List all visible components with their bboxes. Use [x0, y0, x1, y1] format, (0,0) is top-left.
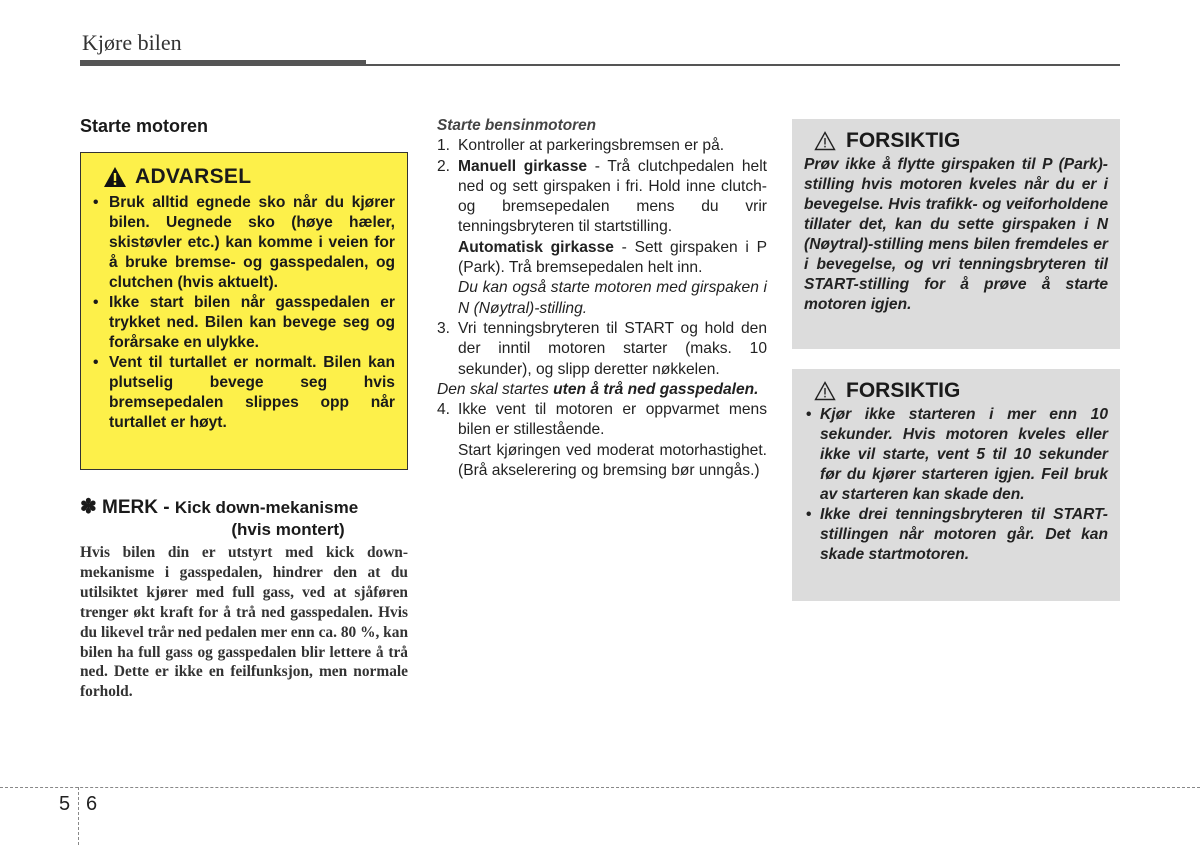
- warning-item: • Vent til turtallet er normalt. Bilen kan plutselig bevege seg hvis bremsepedalen slippes opp når turtallet er høyt.: [93, 353, 395, 433]
- caution-title-text: FORSIKTIG: [846, 379, 961, 402]
- warning-title-text: ADVARSEL: [135, 165, 252, 188]
- caution-text: Prøv ikke å flytte girspaken til P (Park)-stilling hvis motoren kveles når du er i bevegelse. Hvis trafikk- og veiforholdene tillater det, kan du sette girspaken i N (Nøytral)-stilling mens bilen fremdeles er i bevegelse, og vri tenningsbryteren til START-stilling for å prøve å starte motoren igjen.: [804, 156, 1108, 313]
- caution-item: • Kjør ikke starteren i mer enn 10 sekunder. Hvis motoren kveles eller ikke vil starte, vent 5 til 10 sekunder før du kjører starteren igjen. Feil bruk av starteren kan skade den.: [804, 405, 1108, 505]
- warning-triangle-icon: [103, 166, 127, 188]
- note-subtitle: (hvis montert): [231, 520, 345, 539]
- warning-item: • Bruk alltid egnede sko når du kjører bilen. Uegnede sko (høye hæler, skistøvler etc.) kan komme i veien for å bruke bremse- og gasspedalen, og clutchen (hvis aktuelt).: [93, 193, 395, 293]
- warning-item: • Ikke start bilen når gasspedalen er trykket ned. Bilen kan bevege seg og forårsake en ulykke.: [93, 293, 395, 353]
- note-label: MERK -: [102, 497, 170, 518]
- step-text: Kontroller at parkeringsbremsen er på.: [458, 137, 725, 155]
- warning-list: [93, 193, 395, 433]
- caution-title: [814, 129, 1108, 153]
- chapter-number: 5: [59, 793, 71, 815]
- step-text: [458, 157, 767, 238]
- no-throttle-note: [437, 380, 767, 400]
- petrol-subheading: Starte bensinmotoren: [437, 117, 597, 134]
- note-body: Hvis bilen din er utstyrt med kick down-mekanisme i gasspedalen, hindrer den at du utilsiktet kjører med full gass, ved at sjåføren trenger økt kraft for å trå ned gasspedalen. Hvis du likevel trår ned pedalen mer enn ca. 80 %, kan bilen ha full gass og gasspedalen blir lettere å trå ned. Dette er ikke en feilfunksjon, men normale forhold.: [80, 544, 408, 701]
- header-rule-thin: [366, 64, 1120, 66]
- warning-box: [80, 152, 408, 470]
- petrol-start-instructions: [437, 116, 767, 481]
- step-text: Vri tenningsbryteren til START og hold den der inntil motoren starter (maks. 10 sekunder), og slipp deretter nøkkelen.: [458, 319, 767, 378]
- step-2-auto: [437, 238, 767, 279]
- step-number: 1.: [437, 137, 451, 155]
- caution-triangle-icon: [814, 131, 836, 151]
- note-title: [80, 496, 410, 541]
- caution-box-2: [792, 369, 1120, 601]
- auto-gearbox-label: Automatisk girkasse: [458, 238, 614, 256]
- page-header-title: Kjøre bilen: [82, 30, 182, 55]
- step-4: [437, 400, 767, 441]
- no-throttle-note-bold: uten å trå ned gasspedalen.: [553, 380, 759, 398]
- no-throttle-note-start: Den skal startes: [437, 380, 554, 398]
- caution-list: [804, 405, 1108, 565]
- step-text: Ikke vent til motoren er oppvarmet mens bilen er stillestående.: [458, 401, 767, 439]
- step-3: [437, 319, 767, 380]
- footer-divider: [78, 787, 79, 845]
- step-1: [437, 136, 767, 156]
- caution-item: • Ikke drei tenningsbryteren til START-stillingen når motoren går. Det kan skade startmotoren.: [804, 505, 1108, 565]
- note-title-text: Kick down-mekanisme: [174, 498, 359, 517]
- auto-gearbox-text: - Sett girspaken i P (Park). Trå bremsepedalen helt inn.: [458, 238, 767, 277]
- caution-box-1: [792, 119, 1120, 349]
- step-number: 4.: [437, 401, 451, 419]
- page-number: 6: [86, 793, 98, 815]
- manual-gearbox-text: - Trå clutchpedalen helt ned og sett girspaken i fri. Hold inne clutch- og bremsepedalen mens du vrir tenningsbryteren til startstilling.: [458, 157, 768, 236]
- step-2: [437, 157, 767, 238]
- caution-title: [814, 379, 1108, 403]
- manual-gearbox-label: Manuell girkasse: [458, 157, 588, 175]
- footer-rule: [0, 787, 1200, 788]
- step-2-note: Du kan også starte motoren med girspaken i N (Nøytral)-stilling.: [458, 279, 767, 317]
- step-4-extra: Start kjøringen ved moderat motorhastighet. (Brå akselerering og bremsing bør unngås.): [458, 441, 767, 480]
- caution-triangle-icon: [814, 381, 836, 401]
- step-number: 3.: [437, 319, 451, 337]
- step-number: 2.: [437, 157, 451, 175]
- header-rule-thick: [80, 60, 366, 66]
- section-heading: Starte motoren: [80, 116, 209, 136]
- caution-title-text: FORSIKTIG: [846, 129, 961, 152]
- warning-title: [103, 165, 395, 189]
- note-star-icon: ✽: [80, 496, 97, 518]
